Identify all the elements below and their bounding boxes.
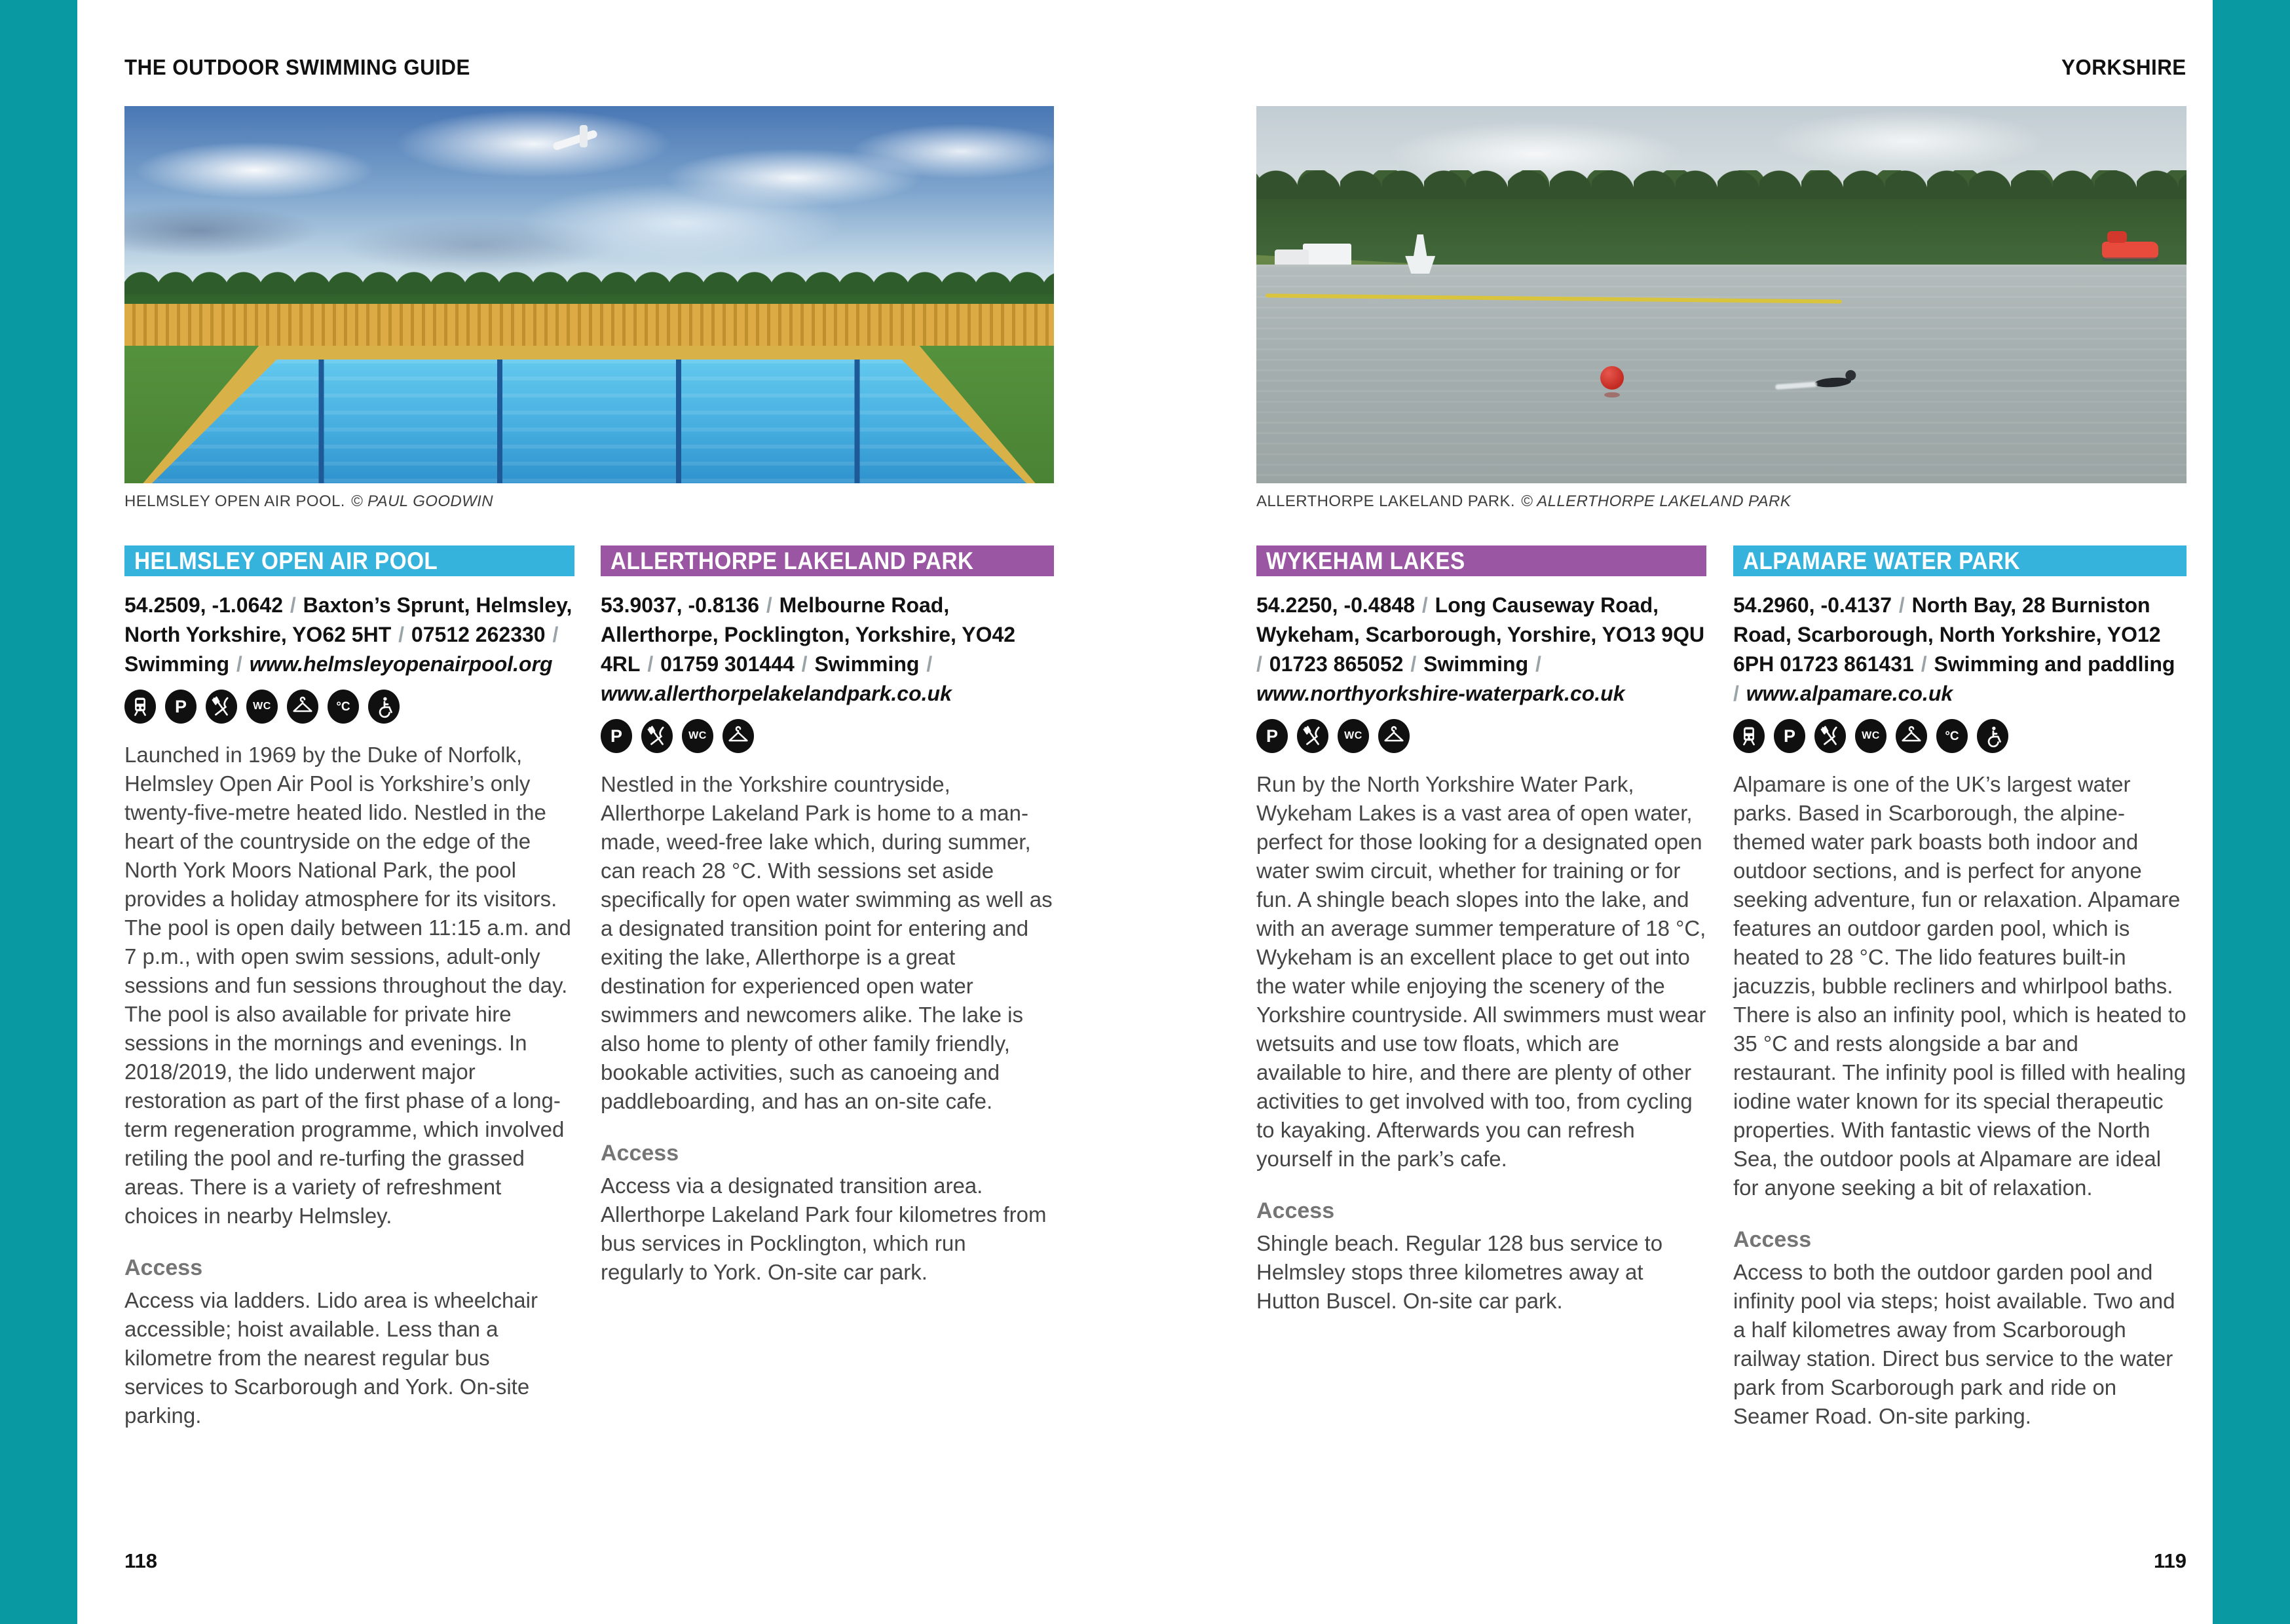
food-icon xyxy=(641,719,673,753)
entry-detail: 07512 262330 xyxy=(411,623,546,646)
entry-website: www.allerthorpelakelandpark.co.uk xyxy=(601,682,952,705)
changing-icon xyxy=(1378,719,1410,753)
page-number-right: 119 xyxy=(2153,1549,2187,1572)
food-icon xyxy=(206,690,237,724)
entry-detail: North Bay, 28 Burniston Road, Scarborough, North Yorkshire, YO12 6PH 01723 861431 xyxy=(1733,593,2161,676)
entry-description: Alpamare is one of the UK’s largest water parks. Based in Scarborough, the alpine-themed water park boasts both indoor and outdoor sections, and is perfect for anyone seeking adventure, fun or relaxation. Alpamare features an outdoor garden pool, which is heated to 28 °C. The lido features built-in jacuzzis, bubble recliners and whirlpool baths. There is also an infinity pool, which is heated to 35 °C and rests alongside a bar and restaurant. The infinity pool is filled with healing iodine water known for its special therapeutic properties. With fantastic views of the North Sea, the outdoor pools at Alpamare are ideal for anyone seeking a bit of relaxation. xyxy=(1733,772,2187,1200)
yellow-deck xyxy=(143,346,1035,483)
entry-title-bar: WYKEHAM LAKES xyxy=(1256,545,1706,576)
entry-detail: Swimming xyxy=(124,652,230,676)
entry-detail: Swimming and paddling xyxy=(1934,652,2175,676)
running-head-left: THE OUTDOOR SWIMMING GUIDE xyxy=(124,55,470,79)
pool-steps xyxy=(580,125,588,147)
access-heading: Access xyxy=(1733,1227,1812,1252)
entry-helmsley-open-air-pool xyxy=(124,545,574,1430)
entry-details xyxy=(124,591,574,679)
treeline xyxy=(124,272,1054,317)
sky xyxy=(124,106,1054,295)
entry-detail: 01723 865052 xyxy=(1269,652,1404,676)
red-buoy xyxy=(1600,366,1624,390)
wc-icon: WC xyxy=(1338,719,1369,753)
page-edge-band-right xyxy=(2213,0,2290,1624)
facility-icons xyxy=(124,690,574,724)
food-icon xyxy=(1814,719,1846,753)
entry-detail: Swimming xyxy=(814,652,920,676)
separator: / xyxy=(1915,652,1933,676)
entry-allerthorpe-lakeland-park xyxy=(601,545,1054,1287)
parking-icon: P xyxy=(601,719,632,753)
parked-vehicle xyxy=(1275,249,1309,267)
parking-icon: P xyxy=(165,690,197,724)
page-edge-band-left xyxy=(0,0,77,1624)
lakeside-building xyxy=(1303,244,1351,266)
parking-icon: P xyxy=(1774,719,1805,753)
separator: / xyxy=(1256,652,1268,676)
facility-icons xyxy=(1256,719,1706,753)
entry-alpamare-water-park xyxy=(1733,545,2187,1431)
photo-caption-left: HELMSLEY OPEN AIR POOL. © PAUL GOODWIN xyxy=(124,492,493,510)
separator: / xyxy=(1530,652,1541,676)
entry-description: Nestled in the Yorkshire countryside, Allerthorpe Lakeland Park is home to a man-made, weed-free lake which, during summer, can reach 28 °C. With sessions set aside specifically for open water swimming as well as a designated transition point for entering and exiting the lake, Allerthorpe is a great destination for experienced open water swimmers and newcomers alike. The lake is also home to plenty of other family friendly, bookable activities, such as canoeing and paddleboarding, and has an on-site cafe. xyxy=(601,772,1053,1113)
entry-details xyxy=(601,591,1054,709)
entry-details xyxy=(1733,591,2187,709)
swimmer xyxy=(1814,377,1852,388)
separator: / xyxy=(1416,593,1434,617)
entry-detail: 53.9037, -0.8136 xyxy=(601,593,759,617)
entry-website: www.helmsleyopenairpool.org xyxy=(249,652,553,676)
photo-allerthorpe-lake xyxy=(1256,106,2187,483)
wc-icon: WC xyxy=(246,690,278,724)
wc-icon: WC xyxy=(1855,719,1886,753)
access-text: Access via a designated transition area. Allerthorpe Lakeland Park four kilometres from bus services in Pocklington, which run regularly to York. On-site car park. xyxy=(601,1173,1047,1284)
food-icon xyxy=(1297,719,1328,753)
photo-caption-right: ALLERTHORPE LAKELAND PARK. © ALLERTHORPE LAKELAND PARK xyxy=(1256,492,1792,510)
facility-icons xyxy=(601,719,1054,753)
separator: / xyxy=(920,652,933,676)
separator: / xyxy=(1404,652,1423,676)
access-text: Shingle beach. Regular 128 bus service to Helmsley stops three kilometres away at Hutton Buscel. On-site car park. xyxy=(1256,1231,1663,1313)
wheelchair-icon xyxy=(368,690,400,724)
separator: / xyxy=(284,593,302,617)
entry-detail: 54.2960, -0.4137 xyxy=(1733,593,1892,617)
separator: / xyxy=(392,623,410,646)
access-heading: Access xyxy=(124,1255,203,1280)
temperature-icon: °C xyxy=(328,690,359,724)
running-head-right: YORKSHIRE xyxy=(2061,55,2187,79)
facility-icons xyxy=(1733,719,2187,753)
access-text: Access to both the outdoor garden pool and infinity pool via steps; hoist available. Two and a half kilometres away from Scarborough railway station. Direct bus service to the water park from Scarborough park and ride on Seamer Road. On-site parking. xyxy=(1733,1260,2175,1428)
lake-water xyxy=(1256,265,2187,483)
entry-title-bar: ALLERTHORPE LAKELAND PARK xyxy=(601,545,1054,576)
entry-detail: 01759 301444 xyxy=(660,652,795,676)
changing-icon xyxy=(723,719,754,753)
access-heading: Access xyxy=(601,1141,679,1166)
wheelchair-icon xyxy=(1977,719,2008,753)
separator: / xyxy=(1733,682,1745,705)
photo-credit: © ALLERTHORPE LAKELAND PARK xyxy=(1521,492,1792,510)
safety-boat xyxy=(2102,242,2158,259)
entry-detail: 54.2509, -1.0642 xyxy=(124,593,283,617)
entry-detail: Melbourne Road, Allerthorpe, Pocklington, Yorkshire, YO42 4RL xyxy=(601,593,1016,676)
separator: / xyxy=(546,623,559,646)
treeline xyxy=(1256,170,2187,265)
separator: / xyxy=(1892,593,1911,617)
train-icon xyxy=(124,690,156,724)
photo-credit: © PAUL GOODWIN xyxy=(350,492,493,510)
inflatable-obstacle xyxy=(1405,234,1435,274)
separator: / xyxy=(231,652,248,676)
train-icon xyxy=(1733,719,1765,753)
swim-course-boom xyxy=(1266,293,1842,303)
entry-title-bar: ALPAMARE WATER PARK xyxy=(1733,545,2187,576)
entry-detail: Baxton’s Sprunt, Helmsley, North Yorkshire, YO62 5HT xyxy=(124,593,572,646)
pool-slide xyxy=(552,130,598,151)
photo-helmsley-pool xyxy=(124,106,1054,483)
access-heading: Access xyxy=(1256,1198,1335,1223)
changing-icon xyxy=(1896,719,1927,753)
sky xyxy=(1256,106,2187,265)
entry-wykeham-lakes xyxy=(1256,545,1706,1316)
entry-details xyxy=(1256,591,1706,709)
entry-detail: Swimming xyxy=(1423,652,1529,676)
entry-detail: 54.2250, -0.4848 xyxy=(1256,593,1415,617)
entry-website: www.alpamare.co.uk xyxy=(1746,682,1953,705)
entry-description: Run by the North Yorkshire Water Park, Wykeham Lakes is a vast area of open water, perfect for those looking for a designated open water swim circuit, whether for training or for fun. A shingle beach slopes into the lake, and with an average summer temperature of 18 °C, Wykeham is an excellent place to get out into the water while enjoying the scenery of the Yorkshire countryside. All swimmers must wear wetsuits and use tow floats, which are available to hire, and there are plenty of other activities to get involved with too, from cycling to kayaking. Afterwards you can refresh yourself in the park’s cafe. xyxy=(1256,772,1706,1171)
page-number-left: 118 xyxy=(124,1549,158,1572)
entry-description: Launched in 1969 by the Duke of Norfolk, Helmsley Open Air Pool is Yorkshire’s only twenty-five-metre heated lido. Nestled in the heart of the countryside on the edge of the North York Moors National Park, the pool provides a holiday atmosphere for its visitors. The pool is open daily between 11:15 a.m. and 7 p.m., with open swim sessions, adult-only sessions and fun sessions throughout the day. The pool is also available for private hire sessions in the mornings and evenings. In 2018/2019, the lido underwent major restoration as part of the first phase of a long-term regeneration programme, which involved retiling the pool and re-turfing the grassed areas. There is a variety of refreshment choices in nearby Helmsley. xyxy=(124,743,571,1228)
pool-deck xyxy=(124,346,1054,483)
entry-detail: Long Causeway Road, Wykeham, Scarborough, Yorshire, YO13 9QU xyxy=(1256,593,1705,646)
temperature-icon: °C xyxy=(1936,719,1968,753)
swimming-pool xyxy=(143,360,1035,483)
entry-title-bar: HELMSLEY OPEN AIR POOL xyxy=(124,545,574,576)
changing-icon xyxy=(287,690,318,724)
grass-bank xyxy=(1256,249,1628,306)
separator: / xyxy=(641,652,660,676)
parking-icon: P xyxy=(1256,719,1288,753)
wooden-fence xyxy=(124,304,1054,351)
wc-icon: WC xyxy=(682,719,713,753)
separator: / xyxy=(795,652,814,676)
separator: / xyxy=(760,593,778,617)
entry-website: www.northyorkshire-waterpark.co.uk xyxy=(1256,682,1625,705)
access-text: Access via ladders. Lido area is wheelchair accessible; hoist available. Less than a kilometre from the nearest regular bus services to Scarborough and York. On-site parking. xyxy=(124,1288,538,1428)
